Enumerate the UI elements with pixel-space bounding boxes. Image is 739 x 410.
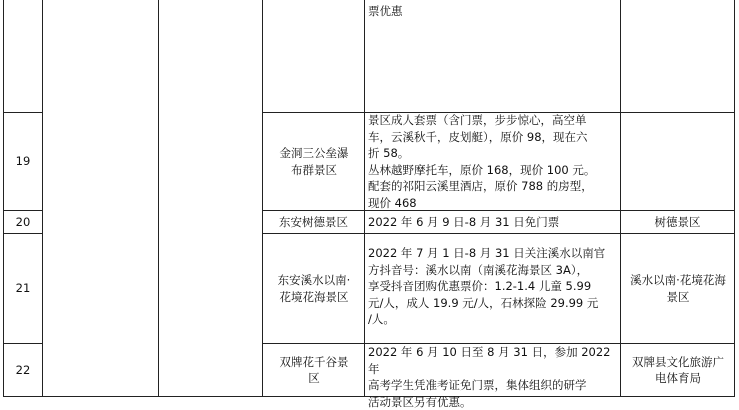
scenic-name-text: 东安溪水以南·花境花海景区 <box>274 272 354 305</box>
organizer-text: 双牌县文化旅游广电体育局 <box>628 354 728 387</box>
policy-text-line: 丛林越野摩托车，原价 168，现价 100 元。 <box>368 162 620 179</box>
policy-text-line: 享受抖音团购优惠票价：1.2-1.4 儿童 5.99 <box>368 278 620 295</box>
row-number: 19 <box>4 113 42 210</box>
organizer <box>628 344 728 396</box>
table-column-divider <box>262 0 263 397</box>
policy-text-line: 活动景区另有优惠。 <box>368 394 620 410</box>
row-number: 22 <box>4 344 42 396</box>
policy-text-line: 现价 468 <box>368 195 620 212</box>
organizer: 树德景区 <box>621 211 734 233</box>
organizer-text: 溪水以南·花境花海景区 <box>628 272 728 305</box>
scenic-name-text: 金洞三公垒瀑布群景区 <box>274 145 354 178</box>
policy-text <box>368 344 620 410</box>
table-column-divider <box>42 0 43 397</box>
policy-text-line: 方抖音号：溪水以南（南溪花海景区 3A）， <box>368 262 620 279</box>
table-column-divider <box>158 0 159 397</box>
policy-text <box>368 112 620 211</box>
table-border-right <box>734 0 735 397</box>
table-column-divider <box>620 0 621 397</box>
policy-text <box>368 245 620 328</box>
policy-text-line: 配套的祁阳云溪里酒店，原价 788 的房型， <box>368 178 620 195</box>
scenic-name <box>274 113 354 210</box>
policy-text-line: 2022 年 7 月 1 日-8 月 31 日关注溪水以南官 <box>368 245 620 262</box>
policy-text-line: 景区成人套票（含门票，步步惊心，高空单 <box>368 112 620 129</box>
policy-text-line: /人。 <box>368 311 620 328</box>
policy-text-line: 票优惠 <box>368 3 618 20</box>
policy-text-line: 高考学生凭准考证免门票，集体组织的研学 <box>368 377 620 394</box>
scenic-name <box>274 344 354 396</box>
policy-text-line: 车，云溪秋千，皮划艇），原价 98，现在六 <box>368 129 620 146</box>
scenic-name <box>274 234 354 343</box>
scenic-name: 东安树德景区 <box>263 211 364 233</box>
policy-text-line: 折 58。 <box>368 145 620 162</box>
table-column-divider <box>364 0 365 397</box>
policy-text <box>368 211 620 233</box>
scenic-name-text: 双牌花千谷景区 <box>274 354 354 387</box>
row-number: 20 <box>4 211 42 233</box>
table-row <box>368 3 618 20</box>
organizer <box>628 234 728 343</box>
policy-text-line: 2022 年 6 月 10 日至 8 月 31 日，参加 2022 年 <box>368 344 620 377</box>
policy-text-line: 元/人，成人 19.9 元/人，石林探险 29.99 元 <box>368 295 620 312</box>
policy-text-line: 2022 年 6 月 9 日-8 月 31 日免门票 <box>368 214 559 231</box>
row-number: 21 <box>4 234 42 343</box>
